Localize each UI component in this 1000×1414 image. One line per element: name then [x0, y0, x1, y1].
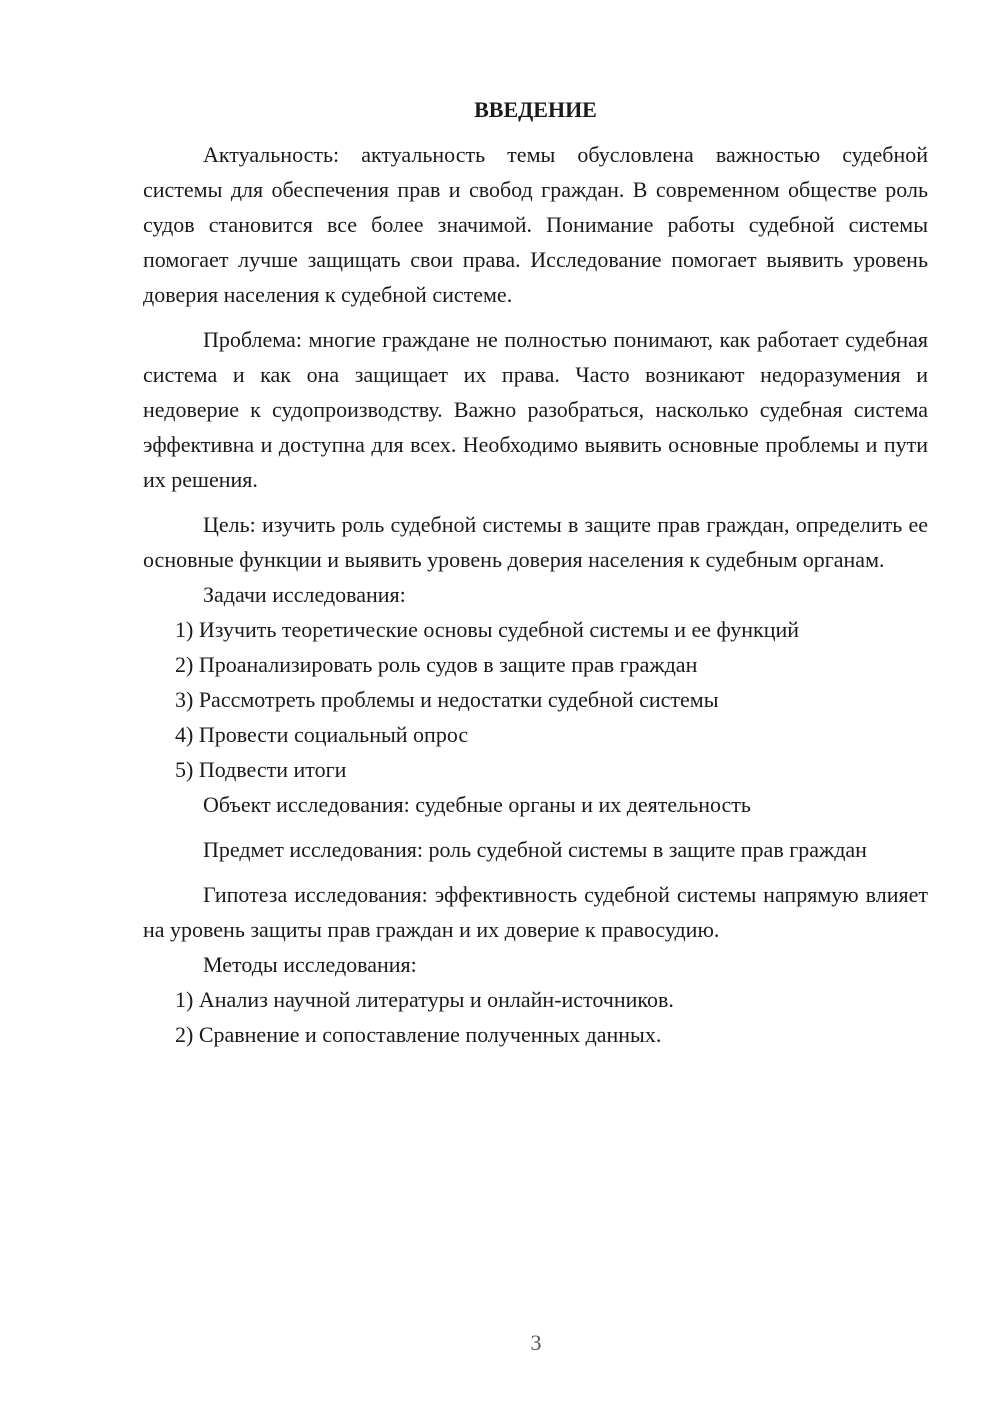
document-page: [143, 92, 928, 1052]
goal-paragraph: Цель: изучить роль судебной системы в защите прав граждан, определить ее основные функции и выявить уровень доверия населения к судебным органам.: [143, 512, 928, 572]
page-number: 3: [530, 1330, 542, 1355]
list-item: 2) Сравнение и сопоставление полученных данных.: [175, 1022, 662, 1047]
problem-paragraph: Проблема: многие граждане не полностью понимают, как работает судебная система и как она защищает их права. Часто возникают недоразумения и недоверие к судопроизводству. Важно разобраться, насколько судебная система эффективна и доступна для всех. Необходимо выявить основные проблемы и пути их решения.: [143, 327, 928, 492]
hypothesis-paragraph: Гипотеза исследования: эффективность судебной системы напрямую влияет на уровень защиты прав граждан и их доверие к правосудию.: [143, 882, 928, 942]
subject-paragraph: Предмет исследования: роль судебной системы в защите прав граждан: [203, 837, 867, 862]
methods-list: [143, 982, 928, 1052]
tasks-heading: Задачи исследования:: [203, 582, 406, 607]
list-item: 4) Провести социальный опрос: [175, 722, 469, 747]
list-item: 3) Рассмотреть проблемы и недостатки судебной системы: [175, 687, 719, 712]
list-item: 5) Подвести итоги: [175, 757, 347, 782]
list-item: 1) Изучить теоретические основы судебной системы и ее функций: [175, 617, 800, 642]
methods-heading: Методы исследования:: [203, 952, 417, 977]
relevance-paragraph: Актуальность: актуальность темы обусловлена важностью судебной системы для обеспечения прав и свобод граждан. В современном обществе роль судов становится все более значимой. Понимание работы судебной системы помогает лучше защищать свои права. Исследование помогает выявить уровень доверия населения к судебной системе.: [143, 142, 928, 307]
object-paragraph: Объект исследования: судебные органы и их деятельность: [203, 792, 751, 817]
list-item: 1) Анализ научной литературы и онлайн-источников.: [175, 987, 674, 1012]
section-title: ВВЕДЕНИЕ: [474, 97, 597, 122]
list-item: 2) Проанализировать роль судов в защите прав граждан: [175, 652, 698, 677]
tasks-list: [143, 612, 928, 787]
